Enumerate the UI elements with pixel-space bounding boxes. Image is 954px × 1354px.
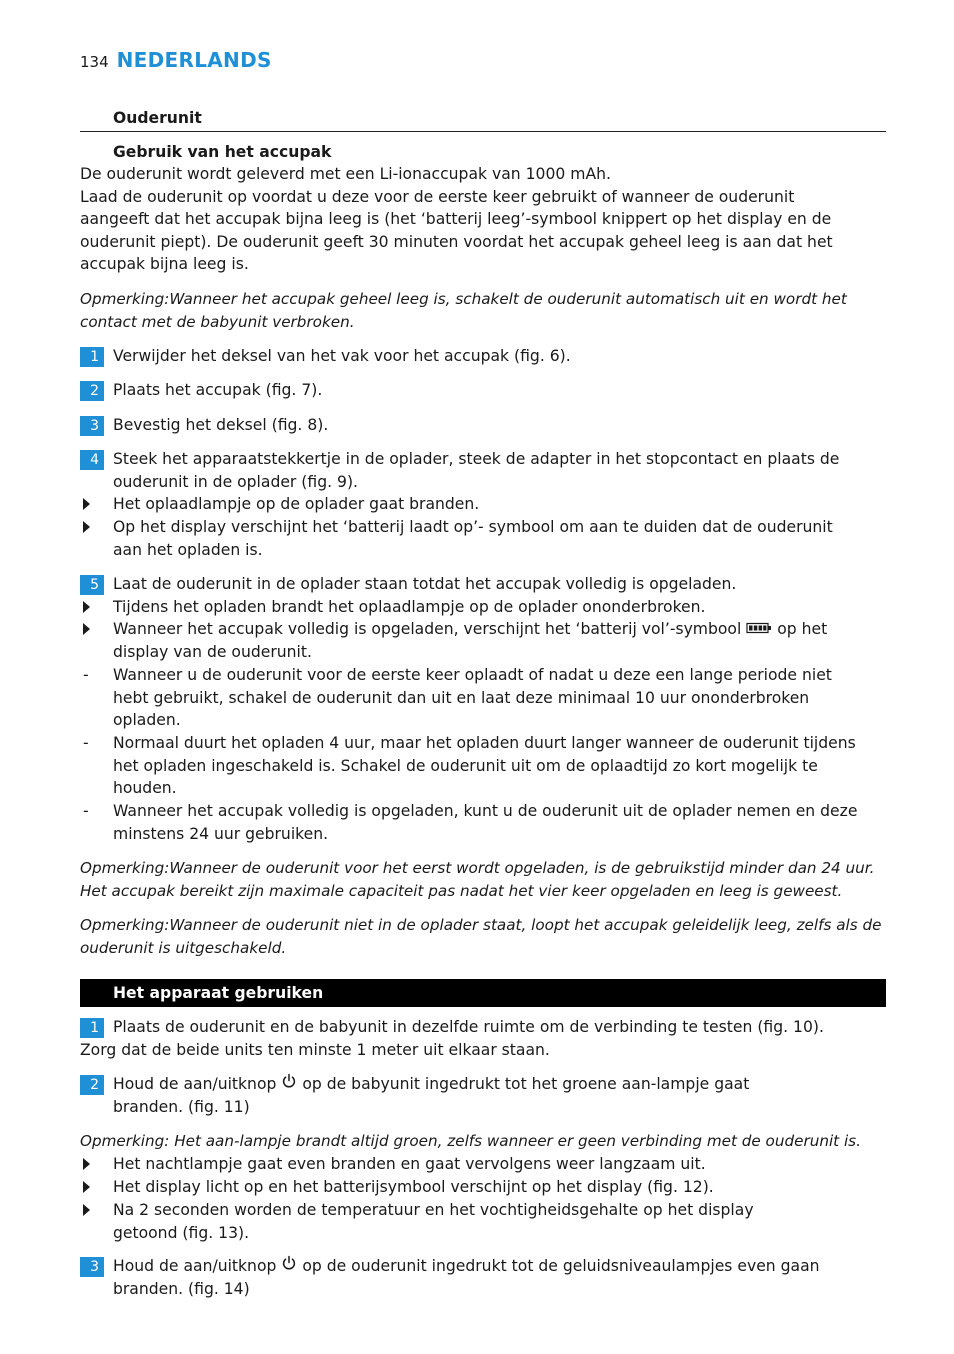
step-text xyxy=(113,448,886,493)
dash-marker: - xyxy=(83,666,89,684)
section-title-ouderunit: Ouderunit xyxy=(113,109,202,127)
dash-line: Wanneer u de ouderunit voor de eerste keer oplaadt of nadat u deze een lange periode niet xyxy=(113,666,832,684)
result-line: Na 2 seconden worden de temperatuur en het vochtigheidsgehalte op het display xyxy=(113,1201,754,1219)
section-divider xyxy=(80,131,886,132)
result-arrow-icon xyxy=(83,623,90,635)
result-arrow-icon xyxy=(83,601,90,613)
dash-marker: - xyxy=(83,734,89,752)
result-text xyxy=(113,1199,886,1244)
step-text xyxy=(113,1255,886,1300)
note-paragraph xyxy=(80,288,886,333)
step-text: Verwijder het deksel van het vak voor het accupak (fig. 6). xyxy=(113,347,571,365)
page-number: 134 xyxy=(80,53,109,71)
intro-line: Laad de ouderunit op voordat u deze voor de eerste keer gebruikt of wanneer de ouderunit xyxy=(80,187,795,206)
dash-text xyxy=(113,664,886,732)
dash-line: houden. xyxy=(113,779,177,797)
step-number: 2 xyxy=(80,381,104,401)
result-arrow-icon xyxy=(83,1181,90,1193)
step-number: 1 xyxy=(80,347,104,367)
step-line: Houd de aan/uitknop op de babyunit ingedrukt tot het groene aan-lampje gaat xyxy=(113,1073,886,1096)
step-text: Bevestig het deksel (fig. 8). xyxy=(113,416,329,434)
result-text xyxy=(113,618,886,663)
dash-marker: - xyxy=(83,802,89,820)
step-number: 4 xyxy=(80,450,104,470)
dash-line: het opladen ingeschakeld is. Schakel de ouderunit uit om de oplaadtijd zo kort mogelijk te xyxy=(113,756,818,775)
result-line: Op het display verschijnt het ‘batterij laadt op’- symbool om aan te duiden dat de ouderunit xyxy=(113,518,833,536)
step-number: 1 xyxy=(80,1018,104,1038)
step-text: Laat de ouderunit in de oplader staan totdat het accupak volledig is opgeladen. xyxy=(113,575,737,593)
step-line: branden. (fig. 14) xyxy=(113,1279,250,1298)
note-paragraph xyxy=(80,857,886,902)
dash-text xyxy=(113,800,886,845)
dash-line: minstens 24 uur gebruiken. xyxy=(113,824,329,843)
intro-line: ouderunit piept). De ouderunit geeft 30 minuten voordat het accupak geheel leeg is aan dat het xyxy=(80,232,833,251)
power-icon xyxy=(281,1073,297,1096)
step-number: 3 xyxy=(80,1257,104,1277)
battery-full-icon xyxy=(746,618,772,641)
step-text: Plaats de ouderunit en de babyunit in dezelfde ruimte om de verbinding te testen (fig. 10). xyxy=(113,1018,824,1036)
intro-line: aangeeft dat het accupak bijna leeg is (het ‘batterij leeg’-symbool knippert op het display en de xyxy=(80,210,832,228)
step-sub-text: Zorg dat de beide units ten minste 1 meter uit elkaar staan. xyxy=(80,1041,550,1059)
intro-line: De ouderunit wordt geleverd met een Li-ionaccupak van 1000 mAh. xyxy=(80,165,611,183)
result-text: Tijdens het opladen brandt het oplaadlampje op de oplader ononderbroken. xyxy=(113,598,706,616)
result-line: display van de ouderunit. xyxy=(113,642,312,661)
section-title: Het apparaat gebruiken xyxy=(113,984,324,1002)
note-line: Opmerking:Wanneer de ouderunit niet in de oplader staat, loopt het accupak geleidelijk leeg, zelfs als de xyxy=(80,916,882,934)
result-text: Het oplaadlampje op de oplader gaat branden. xyxy=(113,495,480,513)
page-header xyxy=(80,48,272,74)
step-line: branden. (fig. 11) xyxy=(113,1097,250,1116)
note-line: Opmerking:Wanneer het accupak geheel leeg is, schakelt de ouderunit automatisch uit en wordt het xyxy=(80,290,847,308)
result-line: getoond (fig. 13). xyxy=(113,1223,250,1242)
step-line: Houd de aan/uitknop op de ouderunit ingedrukt tot de geluidsniveaulampjes even gaan xyxy=(113,1255,886,1278)
note-paragraph: Opmerking: Het aan-lampje brandt altijd groen, zelfs wanneer er geen verbinding met de ouderunit is. xyxy=(80,1132,861,1150)
dash-text xyxy=(113,732,886,800)
intro-paragraph xyxy=(80,163,886,276)
result-text: Het nachtlampje gaat even branden en gaat vervolgens weer langzaam uit. xyxy=(113,1155,706,1173)
result-arrow-icon xyxy=(83,1204,90,1216)
result-line: Wanneer het accupak volledig is opgeladen, verschijnt het ‘batterij vol’-symbool op het xyxy=(113,618,886,641)
intro-line: accupak bijna leeg is. xyxy=(80,255,249,273)
dash-line: hebt gebruikt, schakel de ouderunit dan uit en laat deze minimaal 10 uur ononderbroken xyxy=(113,688,810,707)
result-arrow-icon xyxy=(83,498,90,510)
note-line: Opmerking:Wanneer de ouderunit voor het eerst wordt opgeladen, is de gebruikstijd minder dan 24 uur. xyxy=(80,859,875,877)
result-arrow-icon xyxy=(83,1158,90,1170)
section-heading-bar xyxy=(80,979,886,1007)
language-title: NEDERLANDS xyxy=(116,48,272,72)
step-number: 2 xyxy=(80,1075,104,1095)
result-text xyxy=(113,516,886,561)
subsection-title: Gebruik van het accupak xyxy=(113,143,332,161)
step-number: 5 xyxy=(80,575,104,595)
result-line: aan het opladen is. xyxy=(113,540,263,559)
result-text: Het display licht op en het batterijsymbool verschijnt op het display (fig. 12). xyxy=(113,1178,714,1196)
step-number: 3 xyxy=(80,416,104,436)
dash-line: opladen. xyxy=(113,711,181,729)
step-text: Plaats het accupak (fig. 7). xyxy=(113,381,323,399)
dash-line: Normaal duurt het opladen 4 uur, maar het opladen duurt langer wanneer de ouderunit tijdens xyxy=(113,734,856,752)
dash-line: Wanneer het accupak volledig is opgeladen, kunt u de ouderunit uit de oplader nemen en deze xyxy=(113,802,858,820)
note-line: ouderunit is uitgeschakeld. xyxy=(80,938,287,957)
step-line: ouderunit in de oplader (fig. 9). xyxy=(113,472,358,491)
note-line: Het accupak bereikt zijn maximale capaciteit pas nadat het vier keer opgeladen en leeg is geweest. xyxy=(80,881,843,900)
result-arrow-icon xyxy=(83,521,90,533)
note-line: contact met de babyunit verbroken. xyxy=(80,312,355,331)
step-text xyxy=(113,1073,886,1118)
power-icon xyxy=(281,1255,297,1278)
note-paragraph xyxy=(80,914,886,959)
step-line: Steek het apparaatstekkertje in de oplader, steek de adapter in het stopcontact en plaats de xyxy=(113,450,840,468)
